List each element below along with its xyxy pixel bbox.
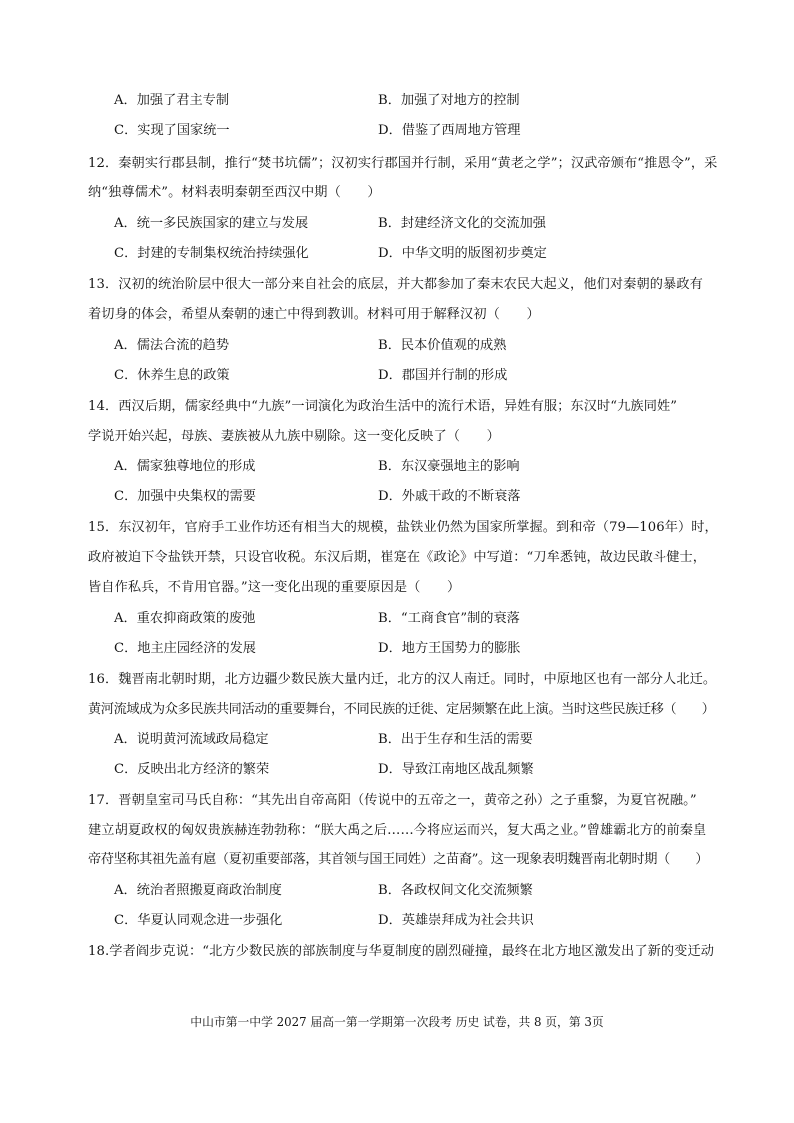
q16-option-a: A．说明黄河流域政局稳定 [114,732,269,747]
q12-stem-line-1: 12．秦朝实行郡县制，推行“焚书坑儒”；汉初实行郡国并行制，采用“黄老之学”；汉武帝颁布“推恩令”，采 [88,156,718,171]
q13-stem-line-1: 13．汉初的统治阶层中很大一部分来自社会的底层，并大都参加了秦末农民大起义，他们对秦朝的暴政有 [88,277,703,292]
q14-stem-line-1: 14．西汉后期，儒家经典中“九族”一词演化为政治生活中的流行术语，异姓有服；东汉时“九族同姓” [88,399,678,414]
q15-stem-line-2: 政府被迫下令盐铁开禁，只设官收税。东汉后期，崔寔在《政论》中写道：“刀牟悉钝，故边民敢斗健士， [88,550,707,565]
q13-stem-line-2: 着切身的体会，希望从秦朝的速亡中得到教训。材料可用于解释汉初（ ） [88,307,540,322]
q11-option-a: A．加强了君主专制 [114,93,230,108]
q13-option-c: C．休养生息的政策 [114,368,230,383]
q12-option-d: D．中华文明的版图初步奠定 [378,246,547,261]
q17-stem-line-3: 帝苻坚称其祖先盖有扈（夏初重要部落，其首领与国王同姓）之苗裔”。这一现象表明魏晋南北朝时期（ ） [88,852,709,867]
q13-option-d: D．郡国并行制的形成 [378,368,508,383]
q12-stem-line-2: 纳“独尊儒术”。材料表明秦朝至西汉中期（ ） [88,185,381,200]
q14-option-d: D．外戚干政的不断衰落 [378,489,521,504]
page-footer: 中山市第一中学 2027 届高一第一学期第一次段考 历史 试卷，共 8 页，第 3页 [190,1015,604,1029]
q11-option-b: B．加强了对地方的控制 [378,93,520,108]
q15-stem-line-1: 15．东汉初年，官府手工业作坊还有相当大的规模，盐铁业仍然为国家所掌握。到和帝（79—106年）时， [88,520,718,535]
q17-option-b: B．各政权间文化交流频繁 [378,883,533,898]
q12-option-b: B．封建经济文化的交流加强 [378,216,546,231]
q17-option-a: A．统治者照搬夏商政治制度 [114,883,282,898]
q15-option-b: B．“工商食官”制的衰落 [378,611,520,626]
q17-option-c: C．华夏认同观念进一步强化 [114,913,283,928]
q14-option-c: C．加强中央集权的需要 [114,489,256,504]
q14-option-b: B．东汉豪强地主的影响 [378,459,520,474]
q11-option-c: C．实现了国家统一 [114,123,230,138]
q17-option-d: D．英雄崇拜成为社会共识 [378,913,534,928]
q12-option-a: A．统一多民族国家的建立与发展 [114,216,309,231]
q16-stem-line-2: 黄河流域成为众多民族共同活动的重要舞台，不同民族的迁徙、定居频繁在此上演。当时这些民族迁移（ ） [88,702,715,717]
q14-option-a: A．儒家独尊地位的形成 [114,459,256,474]
q16-option-c: C．反映出北方经济的繁荣 [114,762,270,777]
q13-option-a: A．儒法合流的趋势 [114,338,230,353]
q15-option-c: C．地主庄园经济的发展 [114,641,256,656]
q17-stem-line-2: 建立胡夏政权的匈奴贵族赫连勃勃称：“朕大禹之后……今将应运而兴，复大禹之业。”曾雄霸北方的前秦皇 [88,823,707,838]
q18-stem-line-1: 18.学者阎步克说：“北方少数民族的部族制度与华夏制度的剧烈碰撞，最终在北方地区激发出了新的变迁动 [88,944,715,959]
q16-option-d: D．导致江南地区战乱频繁 [378,762,534,777]
q16-stem-line-1: 16．魏晋南北朝时期，北方边疆少数民族大量内迁，北方的汉人南迁。同时，中原地区也有一部分人北迁。 [88,672,717,687]
q16-option-b: B．出于生存和生活的需要 [378,732,533,747]
q15-option-a: A．重农抑商政策的废弛 [114,611,256,626]
q15-option-d: D．地方王国势力的膨胀 [378,641,521,656]
q13-option-b: B．民本价值观的成熟 [378,338,507,353]
q15-stem-line-3: 皆自作私兵，不肯用官器。”这一变化出现的重要原因是（ ） [88,580,461,595]
q11-option-d: D．借鉴了西周地方管理 [378,123,521,138]
q14-stem-line-2: 学说开始兴起，母族、妻族被从九族中剔除。这一变化反映了（ ） [88,429,500,444]
q17-stem-line-1: 17．晋朝皇室司马氏自称：“其先出自帝高阳（传说中的五帝之一，黄帝之孙）之子重黎，为夏官祝融。” [88,793,697,808]
q12-option-c: C．封建的专制集权统治持续强化 [114,246,309,261]
